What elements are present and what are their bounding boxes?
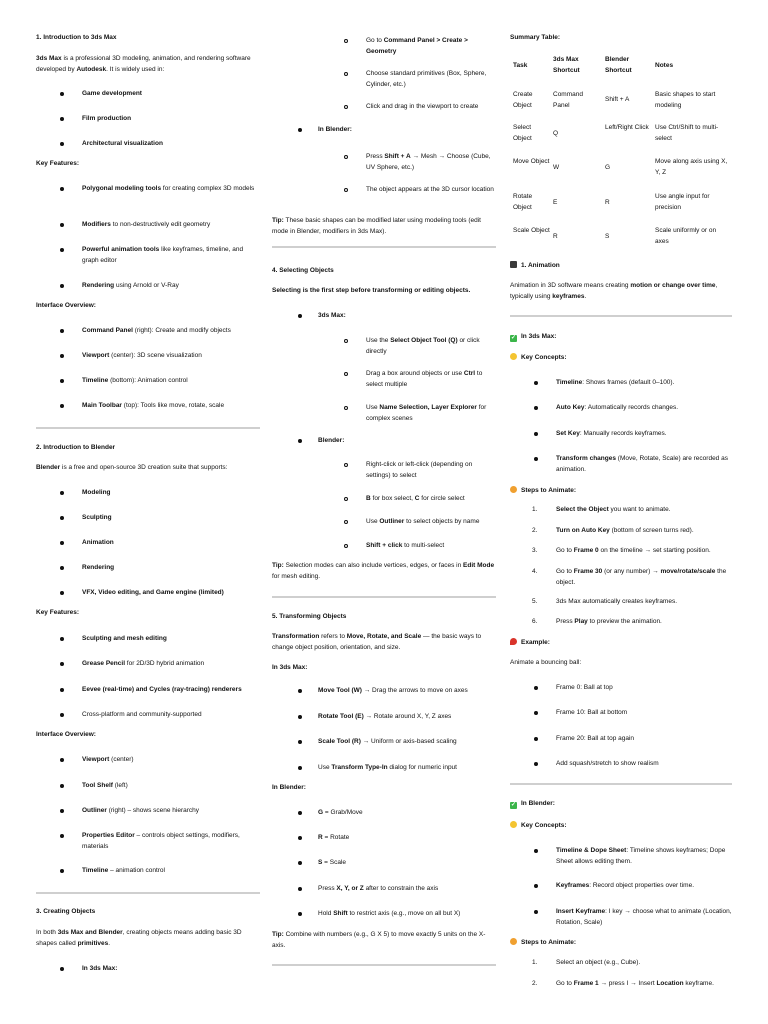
- paragraph: Blender is a free and open-source 3D creation suite that supports:: [36, 464, 228, 471]
- list-item: Go to Frame 1 → press I → Insert Location keyframe.: [556, 980, 714, 987]
- bullet-icon: [298, 715, 302, 719]
- list-item: Sculpting: [82, 514, 112, 521]
- table-cell: Left/Right Click: [605, 124, 649, 131]
- list-item: Hold Shift to restrict axis (e.g., move on all but X): [318, 910, 461, 917]
- bullet-icon: [534, 762, 538, 766]
- paragraph: Transformation refers to Move, Rotate, and Scale — the basic ways to change object position, orientation, and size.: [272, 633, 482, 651]
- list-item: Right-click or left-click (depending on settings) to select: [366, 461, 473, 479]
- bullet-icon: [60, 379, 64, 383]
- bullet-icon: [298, 912, 302, 916]
- bullet-icon: [60, 809, 64, 813]
- bullet-icon: [60, 404, 64, 408]
- sub-bullet-icon: [344, 339, 348, 343]
- list-item: Select an object (e.g., Cube).: [556, 959, 641, 966]
- list-item: Transform changes (Move, Rotate, Scale) are recorded as animation.: [556, 455, 728, 473]
- bullet-icon: [298, 811, 302, 815]
- paragraph: Animate a bouncing ball:: [510, 659, 582, 666]
- subsection-title: ✓ In Blender:: [510, 800, 555, 808]
- list-item: Frame 10: Ball at bottom: [556, 709, 628, 716]
- bullet-icon: [298, 861, 302, 865]
- bullet-icon: [534, 884, 538, 888]
- list-item: Grease Pencil for 2D/3D hybrid animation: [82, 660, 205, 667]
- list-item: In 3ds Max:: [82, 965, 118, 972]
- list-item: Insert Keyframe: I key → choose what to animate (Location, Rotation, Scale): [556, 908, 732, 926]
- list-item: Set Key: Manually records keyframes.: [556, 430, 667, 437]
- list-item: Choose standard primitives (Box, Sphere, Cylinder, etc.): [366, 70, 487, 88]
- list-item: Architectural visualization: [82, 140, 163, 147]
- section-title: 4. Selecting Objects: [272, 267, 334, 274]
- subheading: Key Features:: [36, 160, 79, 167]
- list-item: Go to Command Panel > Create > Geometry: [366, 37, 468, 55]
- list-item: Press Play to preview the animation.: [556, 618, 662, 625]
- lightbulb-icon: [510, 821, 517, 828]
- table-cell: Q: [553, 130, 559, 137]
- list-item: In Blender:: [318, 126, 352, 133]
- list-item: Frame 20: Ball at top again: [556, 735, 635, 742]
- list-item: 3ds Max:: [318, 312, 346, 319]
- step-number: 5.: [532, 598, 538, 605]
- bullet-icon: [60, 591, 64, 595]
- list-item: Powerful animation tools like keyframes, timeline, and graph editor: [82, 246, 244, 264]
- check-icon: ✓: [510, 802, 517, 808]
- list-item: Use Outliner to select objects by name: [366, 518, 480, 525]
- list-item: Tool Shelf (left): [82, 782, 128, 789]
- list-item: Select the Object you want to animate.: [556, 506, 671, 513]
- table-cell: Move along axis using X, Y, Z: [655, 158, 728, 176]
- paragraph: 3ds Max is a professional 3D modeling, animation, and rendering software developed by Autodesk. It is widely used in:: [36, 55, 251, 73]
- list-item: Use the Select Object Tool (Q) or click directly: [366, 337, 480, 355]
- bullet-icon: [60, 869, 64, 873]
- list-item: Turn on Auto Key (bottom of screen turns red).: [556, 527, 694, 534]
- paragraph: In both 3ds Max and Blender, creating objects means adding basic 3D shapes called primitives.: [36, 929, 242, 947]
- bullet-icon: [60, 688, 64, 692]
- section-title: 2. Introduction to Blender: [36, 444, 116, 451]
- bullet-icon: [534, 432, 538, 436]
- list-item: Scale Tool (R) → Uniform or axis-based scaling: [318, 738, 457, 745]
- bullet-icon: [534, 737, 538, 741]
- subheading: Steps to Animate:: [510, 938, 576, 949]
- list-item: Press Shift + A → Mesh → Choose (Cube, UV Sphere, etc.): [366, 153, 491, 171]
- table-cell: Basic shapes to start modeling: [655, 91, 716, 109]
- list-item: Rendering: [82, 564, 115, 571]
- list-item: VFX, Video editing, and Game engine (limited): [82, 589, 224, 596]
- bullet-icon: [60, 248, 64, 252]
- bullet-icon: [60, 758, 64, 762]
- paragraph: Animation in 3D software means creating motion or change over time, typically using keyframes.: [510, 282, 718, 300]
- divider: [36, 892, 260, 894]
- list-item: Blender:: [318, 437, 345, 444]
- bullet-icon: [60, 516, 64, 520]
- list-item: Main Toolbar (top): Tools like move, rotate, scale: [82, 402, 225, 409]
- bullet-icon: [60, 142, 64, 146]
- step-number: 2.: [532, 527, 538, 534]
- list-item: Frame 0: Ball at top: [556, 684, 613, 691]
- subheading: Key Concepts:: [510, 821, 567, 832]
- bullet-icon: [298, 439, 302, 443]
- bullet-icon: [60, 662, 64, 666]
- table-cell: R: [553, 233, 558, 240]
- table-header: Blender Shortcut: [605, 56, 632, 74]
- list-item: Properties Editor – controls object settings, modifiers, materials: [82, 832, 240, 850]
- subheading: Example:: [510, 638, 550, 649]
- bullet-icon: [298, 887, 302, 891]
- sub-bullet-icon: [344, 39, 348, 43]
- tip-paragraph: Tip: Combine with numbers (e.g., G X 5) to move exactly 5 units on the X-axis.: [272, 931, 486, 949]
- paragraph: Selecting is the first step before transforming or editing objects.: [272, 287, 471, 294]
- list-item: Outliner (right) – shows scene hierarchy: [82, 807, 200, 814]
- list-item: Timeline: Shows frames (default 0–100).: [556, 379, 675, 386]
- bullet-icon: [60, 329, 64, 333]
- table-cell: G: [605, 164, 611, 171]
- bullet-icon: [298, 314, 302, 318]
- sub-bullet-icon: [344, 544, 348, 548]
- table-cell: Select Object: [513, 124, 532, 142]
- gear-icon: [510, 486, 517, 493]
- list-item: Shift + click to multi-select: [366, 542, 445, 549]
- bullet-icon: [60, 284, 64, 288]
- bullet-icon: [534, 686, 538, 690]
- bullet-icon: [60, 187, 64, 191]
- sub-bullet-icon: [344, 497, 348, 501]
- sub-bullet-icon: [344, 406, 348, 410]
- check-icon: ✓: [510, 335, 517, 341]
- bullet-icon: [60, 354, 64, 358]
- sub-bullet-icon: [344, 105, 348, 109]
- section-title: 3. Creating Objects: [36, 908, 96, 915]
- table-cell: Shift + A: [605, 96, 630, 103]
- list-item: Timeline – animation control: [82, 867, 165, 874]
- step-number: 1.: [532, 506, 538, 513]
- subheading: Steps to Animate:: [510, 486, 576, 497]
- table-title: Summary Table:: [510, 34, 561, 41]
- step-number: 4.: [532, 568, 538, 575]
- bullet-icon: [60, 223, 64, 227]
- list-item: Sculpting and mesh editing: [82, 635, 167, 642]
- table-header: Notes: [655, 62, 674, 69]
- step-number: 2.: [532, 980, 538, 987]
- sub-bullet-icon: [344, 155, 348, 159]
- list-item: Timeline & Dope Sheet: Timeline shows keyframes; Dope Sheet allows editing them.: [556, 847, 726, 865]
- bullet-icon: [534, 849, 538, 853]
- divider: [36, 427, 260, 429]
- divider: [272, 596, 496, 598]
- list-item: Modeling: [82, 489, 111, 496]
- list-item: Keyframes: Record object properties over time.: [556, 882, 695, 889]
- bullet-icon: [298, 128, 302, 132]
- sub-bullet-icon: [344, 520, 348, 524]
- bullet-icon: [298, 689, 302, 693]
- list-item: Rendering using Arnold or V-Ray: [82, 282, 179, 289]
- table-cell: Scale uniformly or on axes: [655, 227, 717, 245]
- sub-bullet-icon: [344, 72, 348, 76]
- table-header: 3ds Max Shortcut: [553, 56, 580, 74]
- table-cell: E: [553, 199, 558, 206]
- pushpin-icon: [510, 638, 517, 645]
- table-header: Task: [513, 62, 528, 69]
- list-item: Timeline (bottom): Animation control: [82, 377, 188, 384]
- list-item: Auto Key: Automatically records changes.: [556, 404, 679, 411]
- bullet-icon: [534, 381, 538, 385]
- tip-paragraph: Tip: These basic shapes can be modified later using modeling tools (edit mode in Blender, modifiers in 3ds Max).: [272, 217, 481, 235]
- list-item: The object appears at the 3D cursor location: [366, 186, 494, 193]
- bullet-icon: [60, 92, 64, 96]
- step-number: 3.: [532, 547, 538, 554]
- list-item: Film production: [82, 115, 132, 122]
- sub-bullet-icon: [344, 372, 348, 376]
- table-cell: W: [553, 164, 560, 171]
- bullet-icon: [298, 836, 302, 840]
- bullet-icon: [60, 117, 64, 121]
- list-item: B for box select, C for circle select: [366, 495, 465, 502]
- list-item: Modifiers to non-destructively edit geometry: [82, 221, 211, 228]
- tip-paragraph: Tip: Selection modes can also include vertices, edges, or faces in Edit Mode for mesh editing.: [272, 562, 495, 580]
- list-item: Add squash/stretch to show realism: [556, 760, 659, 767]
- list-item: Command Panel (right): Create and modify objects: [82, 327, 231, 334]
- list-item: S = Scale: [318, 859, 347, 866]
- list-item: Use Transform Type-In dialog for numeric input: [318, 764, 457, 771]
- divider: [510, 315, 732, 317]
- table-cell: Rotate Object: [513, 193, 533, 211]
- list-item: Cross-platform and community-supported: [82, 711, 202, 718]
- list-item: Click and drag in the viewport to create: [366, 103, 479, 110]
- list-item: Move Tool (W) → Drag the arrows to move on axes: [318, 687, 468, 694]
- list-item: Viewport (center): 3D scene visualization: [82, 352, 202, 359]
- list-item: Eevee (real-time) and Cycles (ray-tracing) renderers: [82, 686, 242, 693]
- lightbulb-icon: [510, 353, 517, 360]
- clapperboard-icon: [510, 261, 517, 268]
- list-item: Press X, Y, or Z after to constrain the axis: [318, 885, 439, 892]
- divider: [510, 783, 732, 785]
- section-title: 1. Animation: [510, 261, 560, 272]
- bullet-icon: [60, 713, 64, 717]
- subheading: Key Features:: [36, 609, 79, 616]
- bullet-icon: [60, 637, 64, 641]
- subheading: Interface Overview:: [36, 302, 96, 309]
- bullet-icon: [60, 541, 64, 545]
- bullet-icon: [60, 566, 64, 570]
- table-cell: Use Ctrl/Shift to multi-select: [655, 124, 719, 142]
- subheading: In 3ds Max:: [272, 664, 308, 671]
- step-number: 6.: [532, 618, 538, 625]
- list-item: Go to Frame 30 (or any number) → move/rotate/scale the object.: [556, 568, 727, 586]
- table-cell: Move Object: [513, 158, 550, 165]
- list-item: R = Rotate: [318, 834, 350, 841]
- bullet-icon: [60, 784, 64, 788]
- bullet-icon: [534, 711, 538, 715]
- subheading: Interface Overview:: [36, 731, 96, 738]
- list-item: Game development: [82, 90, 142, 97]
- gear-icon: [510, 938, 517, 945]
- table-cell: R: [605, 199, 610, 206]
- table-cell: Scale Object: [513, 227, 550, 234]
- list-item: Polygonal modeling tools for creating complex 3D models: [82, 185, 255, 192]
- divider: [272, 246, 496, 248]
- bullet-icon: [60, 834, 64, 838]
- table-cell: Use angle input for precision: [655, 193, 710, 211]
- bullet-icon: [60, 491, 64, 495]
- sub-bullet-icon: [344, 463, 348, 467]
- bullet-icon: [298, 740, 302, 744]
- table-cell: S: [605, 233, 610, 240]
- bullet-icon: [298, 766, 302, 770]
- table-cell: Command Panel: [553, 91, 583, 109]
- sub-bullet-icon: [344, 188, 348, 192]
- list-item: Viewport (center): [82, 756, 134, 763]
- bullet-icon: [60, 967, 64, 971]
- list-item: G = Grab/Move: [318, 809, 363, 816]
- list-item: Rotate Tool (E) → Rotate around X, Y, Z axes: [318, 713, 452, 720]
- list-item: 3ds Max automatically creates keyframes.: [556, 598, 678, 605]
- subheading: In Blender:: [272, 784, 306, 791]
- section-title: 5. Transforming Objects: [272, 613, 347, 620]
- list-item: Animation: [82, 539, 114, 546]
- bullet-icon: [534, 457, 538, 461]
- list-item: Go to Frame 0 on the timeline → set starting position.: [556, 547, 711, 554]
- bullet-icon: [534, 910, 538, 914]
- step-number: 1.: [532, 959, 538, 966]
- bullet-icon: [534, 406, 538, 410]
- table-cell: Create Object: [513, 91, 533, 109]
- list-item: Drag a box around objects or use Ctrl to select multiple: [366, 370, 483, 388]
- section-title: 1. Introduction to 3ds Max: [36, 34, 117, 41]
- list-item: Use Name Selection, Layer Explorer for complex scenes: [366, 404, 487, 422]
- divider: [272, 964, 496, 966]
- subheading: Key Concepts:: [510, 353, 567, 364]
- subsection-title: ✓ In 3ds Max:: [510, 333, 557, 341]
